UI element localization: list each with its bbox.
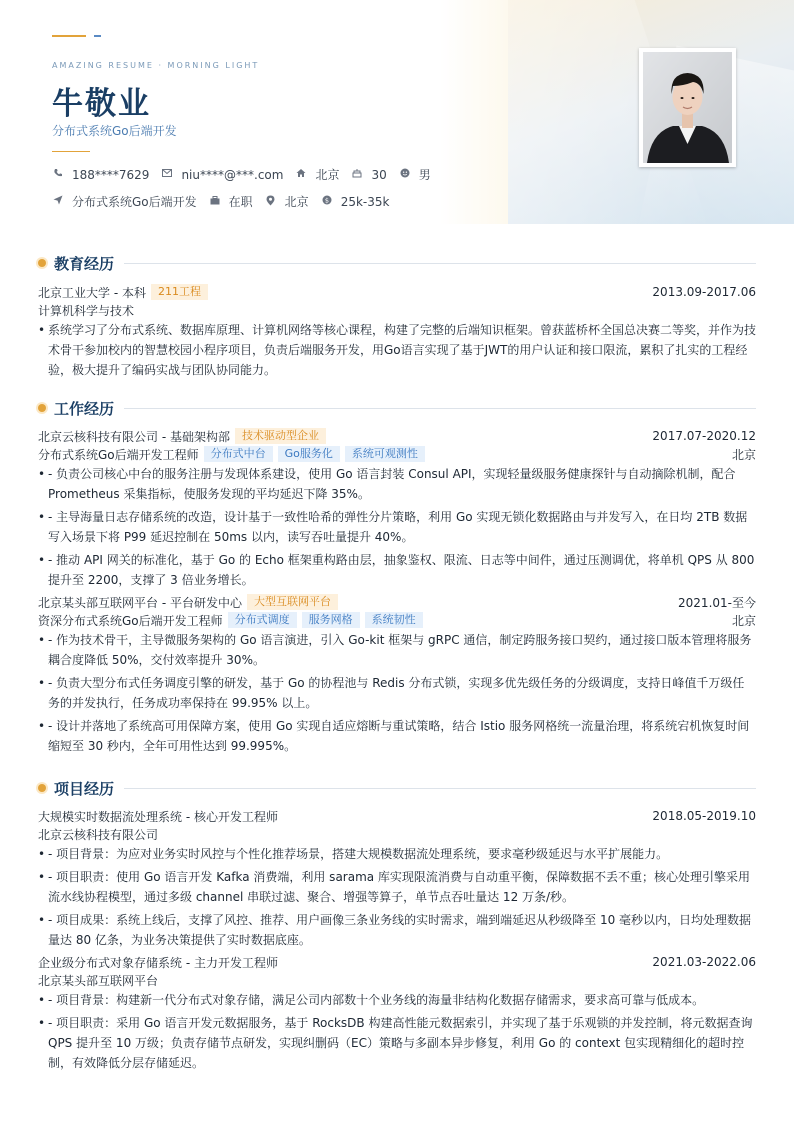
pin-icon xyxy=(265,195,277,209)
age-item xyxy=(351,168,386,182)
project-org-row xyxy=(38,825,756,843)
education-date: 2013.09-2017.06 xyxy=(652,285,756,299)
list-item: • - 作为技术骨干，主导微服务架构的 Go 语言演进，引入 Go-kit 框架与 gRPC 通信，制定跨服务接口契约，通过接口版本管理将服务耦合度降低 50%，交付效率提升 30%。 xyxy=(38,630,756,670)
list-item: • - 项目职责：使用 Go 语言开发 Kafka 消费端，利用 sarama 库实现限流消费与自动重平衡，保障数据不丢不重；核心处理引擎采用流水线协程模型，通过多级 channel 串联过滤、聚合、增强等算子，单节点吞吐量达 12 万条/秒。 xyxy=(38,867,756,907)
school-name: 北京工业大学 - 本科 xyxy=(38,285,146,300)
person-icon xyxy=(399,168,411,181)
education-header xyxy=(38,253,756,273)
mail-icon xyxy=(161,169,173,180)
skill-tag: 系统可观测性 xyxy=(345,446,425,462)
project-bullets xyxy=(38,844,756,950)
education-bullets xyxy=(38,320,756,380)
email-text: niu****@***.com xyxy=(181,167,284,182)
projects-section xyxy=(38,778,756,1076)
contact-row xyxy=(52,166,443,183)
target-role-item xyxy=(52,193,197,210)
company-tag: 大型互联网平台 xyxy=(247,594,338,610)
list-item: • - 项目成果：系统上线后，支撑了风控、推荐、用户画像三条业务线的实时需求，端到端延迟从秒级降至 10 毫秒以内，日均处理数据量达 80 亿条，为业务决策提供了实时数据底座。 xyxy=(38,910,756,950)
project-org: 北京某头部互联网平台 xyxy=(38,973,159,988)
skill-tag: Go服务化 xyxy=(278,446,340,462)
phone-text: 188****7629 xyxy=(72,167,150,182)
section-title: 工作经历 xyxy=(54,399,115,418)
list-item: • - 项目背景：构建新一代分布式对象存储，满足公司内部数十个业务线的海量非结构化数据存储需求，要求高可靠与低成本。 xyxy=(38,990,756,1010)
list-item: • - 主导海量日志存储系统的改造，设计基于一致性哈希的弹性分片策略，利用 Go 实现无锁化数据路由与并发写入，在日均 2TB 数据写入场景下将 P99 延迟控制在 50ms 以内，读写吞吐量提升 40%。 xyxy=(38,507,756,547)
section-dot xyxy=(38,784,46,792)
list-item: • - 推动 API 网关的标准化，基于 Go 的 Echo 框架重构路由层，抽象鉴权、限流、日志等中间件，通过压测调优，将单机 QPS 从 800 提升至 2200，支撑了 3 倍业务增长。 xyxy=(38,550,756,590)
section-rule xyxy=(124,408,756,409)
candidate-subtitle: 分布式系统Go后端开发 xyxy=(52,124,177,138)
section-title: 教育经历 xyxy=(54,254,115,273)
list-item: • - 负责大型分布式任务调度引擎的研发，基于 Go 的协程池与 Redis 分布式锁，实现多优先级任务的分级调度，支持日峰值千万级任务的并发执行，任务成功率保持在 99.95% 以上。 xyxy=(38,673,756,713)
education-major-row xyxy=(38,301,756,319)
target-city-item xyxy=(265,193,309,210)
money-icon xyxy=(321,195,333,208)
age-text: 30 xyxy=(371,167,387,182)
projects-header xyxy=(38,778,756,798)
project-org-row xyxy=(38,971,756,989)
list-item: • 系统学习了分布式系统、数据库原理、计算机网络等核心课程，构建了完整的后端知识框架。曾获蓝桥杯全国总决赛二等奖，并作为技术骨干参加校内的智慧校园小程序项目，负责后端服务开发，用Go语言实现了基于JWT的用户认证和接口限流，累积了扎实的工程经验，极大提升了编码实战与团队协同能力。 xyxy=(38,320,756,380)
divider xyxy=(52,151,90,152)
education-entry-row xyxy=(38,283,756,301)
salary-item xyxy=(321,195,390,209)
location-text: 北京 xyxy=(315,168,340,182)
section-dot xyxy=(38,259,46,267)
project-date: 2018.05-2019.10 xyxy=(652,809,756,823)
section-dot xyxy=(38,404,46,412)
job-city: 北京 xyxy=(731,447,756,462)
target-city-text: 北京 xyxy=(284,195,309,209)
job-role-row xyxy=(38,611,756,629)
send-icon xyxy=(52,195,64,208)
project-entry-row xyxy=(38,953,756,971)
email-item xyxy=(161,168,283,182)
location-item xyxy=(295,166,339,183)
job-city: 北京 xyxy=(731,613,756,628)
candidate-name: 牛敬业 xyxy=(52,86,151,122)
section-title: 项目经历 xyxy=(54,779,115,798)
job-date: 2021.01-至今 xyxy=(678,595,756,610)
phone-icon xyxy=(52,168,64,181)
tagline: AMAZING RESUME · MORNING LIGHT xyxy=(52,61,260,70)
company-name: 北京某头部互联网平台 - 平台研发中心 xyxy=(38,595,242,610)
intent-row xyxy=(52,193,401,210)
list-item: • - 项目背景：为应对业务实时风控与个性化推荐场景，搭建大规模数据流处理系统，要求毫秒级延迟与水平扩展能力。 xyxy=(38,844,756,864)
list-item: • - 设计并落地了系统高可用保障方案，使用 Go 实现自适应熔断与重试策略，结合 Istio 服务网格统一流量治理，将系统宕机恢复时间缩短至 30 秒内，全年可用性达到 99.995%。 xyxy=(38,716,756,756)
project-bullets xyxy=(38,990,756,1073)
project-entry-row xyxy=(38,807,756,825)
status-text: 在职 xyxy=(228,195,253,209)
job-entry-row xyxy=(38,427,756,445)
school-tag: 211工程 xyxy=(151,284,208,300)
skill-tag: 系统韧性 xyxy=(365,612,423,628)
work-header xyxy=(38,398,756,418)
gender-item xyxy=(399,166,431,183)
avatar-photo xyxy=(639,48,736,167)
list-item: • - 项目职责：采用 Go 语言开发元数据服务，基于 RocksDB 构建高性能元数据索引，并实现了基于乐观锁的并发控制，将元数据查询 QPS 提升至 10 万级；负责存储节点研发，实现纠删码（EC）策略与多副本异步修复，利用 Go 的 context 包实现精细化的超时控制，有效降低分层存储延迟。 xyxy=(38,1013,756,1073)
skill-tag: 服务网格 xyxy=(302,612,360,628)
company-name: 北京云核科技有限公司 - 基础架构部 xyxy=(38,429,230,444)
job-bullets xyxy=(38,464,756,590)
section-rule xyxy=(124,788,756,789)
gender-text: 男 xyxy=(418,168,431,182)
company-tag: 技术驱动型企业 xyxy=(235,428,326,444)
job-entry-row xyxy=(38,593,756,611)
target-role-text: 分布式系统Go后端开发 xyxy=(72,195,197,209)
work-section xyxy=(38,398,756,759)
project-date: 2021.03-2022.06 xyxy=(652,955,756,969)
section-rule xyxy=(124,263,756,264)
education-section xyxy=(38,253,756,380)
phone-item xyxy=(52,168,149,182)
job-role: 资深分布式系统Go后端开发工程师 xyxy=(38,613,223,628)
briefcase-icon xyxy=(209,196,221,208)
skill-tag: 分布式中台 xyxy=(204,446,273,462)
list-item: • - 负责公司核心中台的服务注册与发现体系建设，使用 Go 语言封装 Consul API，实现轻量级服务健康探针与自动摘除机制，配合 Prometheus 采集指标，使服务发现的平均延迟下降 35%。 xyxy=(38,464,756,504)
salary-text: 25k-35k xyxy=(340,194,390,209)
status-item xyxy=(209,193,253,210)
home-icon xyxy=(295,168,307,181)
project-org: 北京云核科技有限公司 xyxy=(38,827,159,842)
job-date: 2017.07-2020.12 xyxy=(652,429,756,443)
skill-tag: 分布式调度 xyxy=(228,612,297,628)
job-role: 分布式系统Go后端开发工程师 xyxy=(38,447,199,462)
job-bullets xyxy=(38,630,756,756)
job-role-row xyxy=(38,445,756,463)
svg-text:$: $ xyxy=(324,196,329,205)
project-name: 企业级分布式对象存储系统 - 主力开发工程师 xyxy=(38,955,278,970)
project-name: 大规模实时数据流处理系统 - 核心开发工程师 xyxy=(38,809,278,824)
cake-icon xyxy=(351,168,363,181)
major: 计算机科学与技术 xyxy=(38,303,135,318)
